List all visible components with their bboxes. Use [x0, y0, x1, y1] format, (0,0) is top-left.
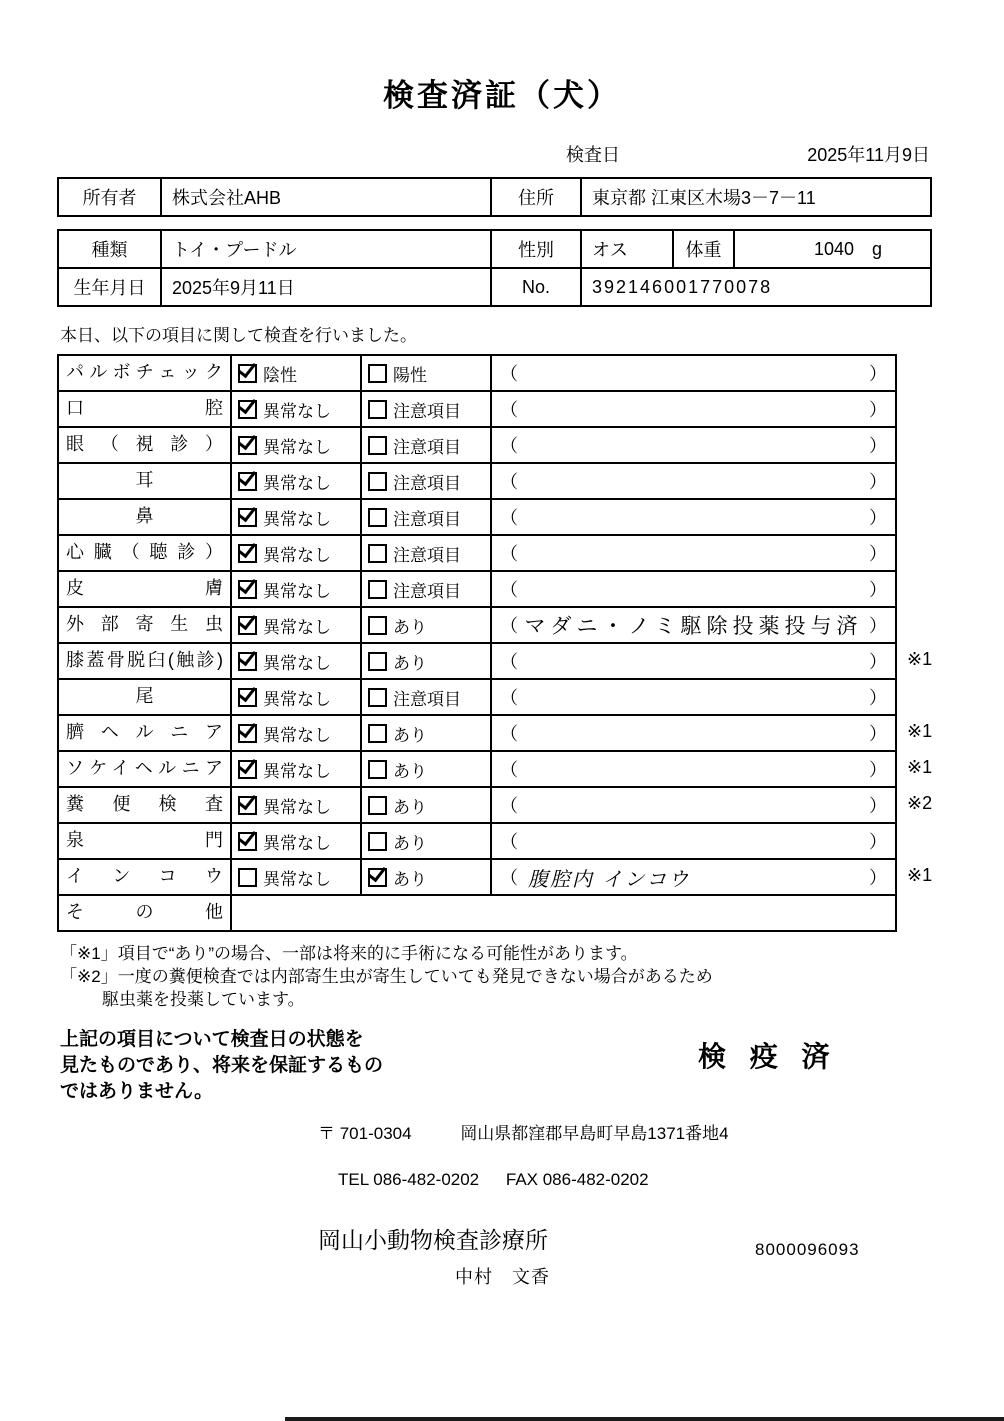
checkbox-caution[interactable]	[368, 580, 387, 599]
paren-close: ）	[869, 832, 887, 852]
sex-value: オス	[581, 230, 673, 268]
paren-close: ）	[869, 508, 887, 528]
checkbox-normal[interactable]	[238, 760, 257, 779]
item-name: 尾	[57, 678, 230, 714]
disclaimer-line-2: 見たものであり、将来を保証するもの	[60, 1055, 384, 1076]
option-1-label: 異常なし	[263, 509, 331, 529]
comment-cell	[490, 426, 897, 462]
quarantine-stamp: 検 疫 済	[698, 1041, 838, 1072]
option-2	[360, 678, 490, 714]
item-name: 泉門	[57, 822, 230, 858]
option-2	[360, 786, 490, 822]
intro-text: 本日、以下の項目に関して検査を行いました。	[60, 326, 417, 345]
clinic-address: 岡山県都窪郡早島町早島1371番地4	[460, 1124, 729, 1143]
option-1	[230, 498, 360, 534]
checklist-row-umbilical-hernia	[57, 714, 933, 750]
checkbox-normal[interactable]	[238, 868, 257, 887]
option-2	[360, 642, 490, 678]
checklist-row-other	[57, 894, 897, 930]
option-2	[360, 498, 490, 534]
note-mark: ※1	[907, 757, 933, 777]
checkbox-normal[interactable]	[238, 400, 257, 419]
checkbox-normal[interactable]	[238, 796, 257, 815]
checkbox-normal[interactable]	[238, 436, 257, 455]
item-name: 臍ヘルニア	[57, 714, 230, 750]
option-1-label: 異常なし	[263, 725, 331, 745]
paren-open: （	[500, 400, 518, 420]
birth-row	[58, 268, 931, 306]
item-name: 心臓（聴診）	[57, 534, 230, 570]
option-2-label: 注意項目	[393, 473, 461, 493]
comment-cell	[490, 750, 897, 786]
option-2-label: 注意項目	[393, 509, 461, 529]
option-2-label: あり	[393, 833, 427, 853]
option-2-label: 注意項目	[393, 545, 461, 565]
option-1	[230, 390, 360, 426]
option-2	[360, 426, 490, 462]
checklist-row-inkou	[57, 858, 933, 894]
checklist-row-parasites	[57, 606, 897, 642]
option-2-label: あり	[393, 617, 427, 637]
option-2	[360, 858, 490, 894]
paren-close: ）	[869, 688, 887, 708]
paren-close: ）	[869, 796, 887, 816]
checklist-row-patella	[57, 642, 933, 678]
paren-close: ）	[869, 436, 887, 456]
weight-value: 1040	[813, 238, 854, 259]
footnote-2: 「※2」一度の糞便検査では内部寄生虫が寄生していても発見できない場合があるため	[60, 967, 713, 986]
paren-close: ）	[869, 544, 887, 564]
option-1-label: 異常なし	[263, 653, 331, 673]
item-name: 耳	[57, 462, 230, 498]
animal-info-table	[57, 229, 932, 307]
item-name: 膝蓋骨脱臼(触診)	[57, 642, 230, 678]
option-2	[360, 606, 490, 642]
option-2	[360, 822, 490, 858]
inspection-date-value: 2025年11月9日	[807, 145, 930, 165]
checkbox-normal[interactable]	[238, 580, 257, 599]
checklist-row-tail	[57, 678, 897, 714]
checklist-row-parvo	[57, 354, 897, 390]
checkbox-present[interactable]	[368, 796, 387, 815]
footnotes	[60, 942, 1004, 1011]
checkbox-present[interactable]	[368, 832, 387, 851]
option-1	[230, 426, 360, 462]
paren-close: ）	[869, 472, 887, 492]
checkbox-normal[interactable]	[238, 832, 257, 851]
option-2	[360, 570, 490, 606]
comment-cell	[490, 462, 897, 498]
comment-cell	[490, 606, 897, 642]
comment-cell	[490, 714, 897, 750]
sex-label: 性別	[491, 230, 581, 268]
disclaimer	[60, 1027, 1004, 1105]
option-1-label: 異常なし	[263, 761, 331, 781]
paren-close: ）	[869, 364, 887, 384]
option-1-label: 異常なし	[263, 833, 331, 853]
option-2	[360, 750, 490, 786]
note-mark: ※2	[907, 793, 933, 813]
comment-cell	[490, 858, 897, 894]
checkbox-caution[interactable]	[368, 400, 387, 419]
comment-cell	[490, 642, 897, 678]
tel-number: TEL 086-482-0202	[338, 1170, 480, 1189]
checkbox-normal[interactable]	[238, 472, 257, 491]
checkbox-caution[interactable]	[368, 508, 387, 527]
checkbox-normal[interactable]	[238, 616, 257, 635]
owner-table	[57, 177, 932, 217]
inspection-date-label: 検査日	[566, 145, 620, 165]
paren-open: （	[500, 472, 518, 492]
option-2-label: あり	[393, 869, 427, 889]
note-mark: ※1	[907, 865, 933, 885]
option-1	[230, 678, 360, 714]
paren-close: ）	[869, 652, 887, 672]
checkbox-caution[interactable]	[368, 472, 387, 491]
item-name: 口腔	[57, 390, 230, 426]
paren-open: （	[500, 760, 518, 780]
weight-unit: g	[871, 238, 882, 259]
option-1	[230, 750, 360, 786]
option-2-label: 注意項目	[393, 401, 461, 421]
examiner-name: 中村 文香	[455, 1267, 550, 1287]
checkbox-normal[interactable]	[238, 544, 257, 563]
option-2	[360, 462, 490, 498]
option-2-label: あり	[393, 797, 427, 817]
option-2-label: あり	[393, 761, 427, 781]
option-1	[230, 858, 360, 894]
breed-label: 種類	[58, 230, 161, 268]
option-2-label: 注意項目	[393, 581, 461, 601]
paren-open: （	[500, 436, 518, 456]
checklist-row-heart	[57, 534, 897, 570]
spacer	[0, 217, 1004, 229]
paren-open: （	[500, 688, 518, 708]
serial-number: 8000096093	[755, 1240, 860, 1259]
checkbox-present[interactable]	[368, 868, 387, 887]
note-mark: ※1	[907, 721, 933, 741]
disclaimer-line-3: ではありません。	[60, 1081, 214, 1102]
checkbox-caution[interactable]	[368, 688, 387, 707]
item-name: 糞便検査	[57, 786, 230, 822]
clinic-address-line	[318, 1119, 1004, 1144]
paren-open: （	[500, 580, 518, 600]
item-name: パルボチェック	[57, 354, 230, 390]
option-1-label: 異常なし	[263, 545, 331, 565]
option-1-label: 異常なし	[263, 869, 331, 889]
comment-cell	[490, 822, 897, 858]
owner-row	[58, 178, 931, 216]
checkbox-normal[interactable]	[238, 652, 257, 671]
option-2	[360, 534, 490, 570]
checklist-row-mouth	[57, 390, 897, 426]
weight-label: 体重	[673, 230, 734, 268]
item-name: その他	[57, 894, 230, 930]
no-label: No.	[491, 268, 581, 306]
comment-cell	[490, 390, 897, 426]
checkbox-present[interactable]	[368, 760, 387, 779]
option-2-label: 注意項目	[393, 689, 461, 709]
paren-close: ）	[869, 580, 887, 600]
paren-close: ）	[869, 616, 887, 636]
option-1	[230, 714, 360, 750]
option-1-label: 異常なし	[263, 473, 331, 493]
option-1	[230, 822, 360, 858]
checkbox-normal[interactable]	[238, 724, 257, 743]
item-name: 眼（視診）	[57, 426, 230, 462]
address-value: 東京都 江東区木場3－7－11	[581, 178, 931, 216]
option-2	[360, 354, 490, 390]
paren-open: （	[500, 868, 518, 888]
item-name: 鼻	[57, 498, 230, 534]
paren-close: ）	[869, 400, 887, 420]
paren-open: （	[500, 724, 518, 744]
paren-open: （	[500, 616, 518, 636]
no-value: 392146001770078	[581, 268, 931, 306]
item-name: 皮膚	[57, 570, 230, 606]
checkbox-caution[interactable]	[368, 436, 387, 455]
option-2	[360, 390, 490, 426]
comment-cell	[490, 534, 897, 570]
paren-close: ）	[869, 868, 887, 888]
comment-cell	[490, 498, 897, 534]
item-name: インコウ	[57, 858, 230, 894]
comment-cell	[490, 786, 897, 822]
checklist-row-fontanelle	[57, 822, 897, 858]
checkbox-caution[interactable]	[368, 544, 387, 563]
checklist-row-skin	[57, 570, 897, 606]
option-1	[230, 786, 360, 822]
other-empty-cell	[230, 894, 897, 930]
checkbox-positive[interactable]	[368, 364, 387, 383]
paren-open: （	[500, 832, 518, 852]
checkbox-normal[interactable]	[238, 508, 257, 527]
item-name: 外部寄生虫	[57, 606, 230, 642]
paren-open: （	[500, 544, 518, 564]
note-mark: ※1	[907, 649, 933, 669]
item-name: ソケイヘルニア	[57, 750, 230, 786]
option-1-label: 異常なし	[263, 437, 331, 457]
owner-label: 所有者	[58, 178, 161, 216]
option-2-label: あり	[393, 725, 427, 745]
birth-value: 2025年9月11日	[161, 268, 491, 306]
address-label: 住所	[491, 178, 581, 216]
checkbox-present[interactable]	[368, 652, 387, 671]
option-1-label: 異常なし	[263, 401, 331, 421]
fax-number: FAX 086-482-0202	[505, 1170, 649, 1189]
owner-value: 株式会社AHB	[161, 178, 491, 216]
option-2	[360, 714, 490, 750]
footnote-1: 「※1」項目で“あり”の場合、一部は将来的に手術になる可能性があります。	[60, 944, 638, 963]
checklist-row-fecal-exam	[57, 786, 933, 822]
breed-value: トイ・プードル	[161, 230, 491, 268]
option-1-label: 異常なし	[263, 689, 331, 709]
option-1	[230, 462, 360, 498]
option-2-label: あり	[393, 653, 427, 673]
option-1	[230, 606, 360, 642]
comment-text-handwritten: 腹腔内 インコウ	[528, 866, 691, 891]
paren-open: （	[500, 652, 518, 672]
option-1	[230, 534, 360, 570]
inspection-date-row	[566, 141, 930, 167]
disclaimer-line-1: 上記の項目について検査日の状態を	[60, 1029, 364, 1050]
option-1	[230, 354, 360, 390]
paren-open: （	[500, 364, 518, 384]
comment-cell	[490, 678, 897, 714]
contact-line	[338, 1170, 1004, 1190]
paren-close: ）	[869, 760, 887, 780]
footnote-2-continued: 駆虫薬を投薬しています。	[102, 990, 305, 1009]
checklist-table	[57, 354, 933, 932]
option-1	[230, 642, 360, 678]
checkbox-normal[interactable]	[238, 688, 257, 707]
comment-cell	[490, 570, 897, 606]
option-2-label: 注意項目	[393, 437, 461, 457]
option-1-label: 異常なし	[263, 581, 331, 601]
scan-artifact	[285, 1417, 1004, 1421]
option-2-label: 陽性	[393, 365, 427, 385]
weight-cell	[734, 230, 931, 268]
birth-label: 生年月日	[58, 268, 161, 306]
checkbox-negative[interactable]	[238, 364, 257, 383]
clinic-name: 岡山小動物検査診療所	[318, 1227, 548, 1253]
page-title: 検査済証（犬）	[383, 78, 621, 113]
comment-cell	[490, 354, 897, 390]
option-1-label: 異常なし	[263, 797, 331, 817]
checklist-row-ears	[57, 462, 897, 498]
option-1-label: 陰性	[263, 365, 297, 385]
comment-text: マダニ・ノミ駆除投薬投与済	[524, 615, 863, 638]
checklist-row-inguinal-hernia	[57, 750, 933, 786]
option-1-label: 異常なし	[263, 617, 331, 637]
breed-row	[58, 230, 931, 268]
paren-open: （	[500, 508, 518, 528]
checklist-row-nose	[57, 498, 897, 534]
checklist-row-eyes	[57, 426, 897, 462]
paren-open: （	[500, 796, 518, 816]
option-1	[230, 570, 360, 606]
postal-code: 〒 701-0304	[318, 1124, 412, 1143]
checkbox-present[interactable]	[368, 616, 387, 635]
checkbox-present[interactable]	[368, 724, 387, 743]
paren-close: ）	[869, 724, 887, 744]
